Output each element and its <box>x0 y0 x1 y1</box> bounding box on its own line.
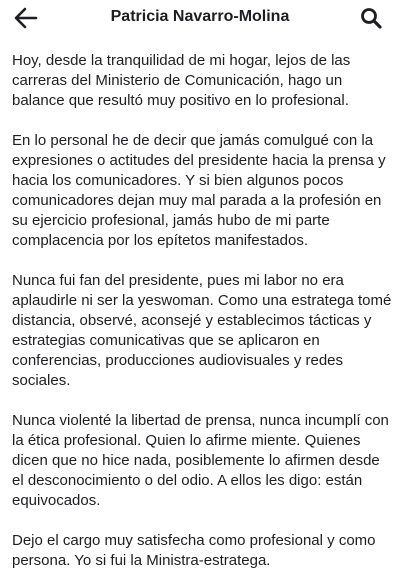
post-paragraph: Dejo el cargo muy satisfecha como profesional y como persona. Yo si fui la Ministra-estratega. <box>12 532 376 569</box>
search-button[interactable] <box>356 4 386 32</box>
post-paragraph: Nunca violenté la libertad de prensa, nunca incumplí con la ética profesional. Quien lo afirme miente. Quienes dicen que no hice nada, posiblemente lo afirmen desde el desconocimiento o del odio. A ellos les digo: están equivocados. <box>12 412 389 509</box>
page-title: Patricia Navarro-Molina <box>110 8 290 25</box>
back-button[interactable] <box>10 4 42 32</box>
post-paragraph: Nunca fui fan del presidente, pues mi labor no era aplaudirle ni ser la yeswoman. Como una estratega tomé distancia, observé, aconsejé y establecimos tácticas y estrategias comunicativas que se aplicaron en conferencias, producciones audiovisuales y redes sociales. <box>12 272 392 389</box>
post-body <box>12 51 393 569</box>
post-paragraph: Hoy, desde la tranquilidad de mi hogar, lejos de las carreras del Ministerio de Comunicación, hago un balance que resultó muy positivo en lo profesional. <box>12 52 351 109</box>
post-paragraph: En lo personal he de decir que jamás comulgué con la expresiones o actitudes del presidente hacia la prensa y hacia los comunicadores. Y si bien algunos pocos comunicadores dejan muy mal parada a la profesión en su ejercicio profesional, jamás hubo de mi parte complacencia por los epítetos manifestados. <box>12 132 386 249</box>
top-bar <box>0 0 400 40</box>
search-icon <box>360 7 382 29</box>
arrow-left-icon <box>14 7 38 29</box>
